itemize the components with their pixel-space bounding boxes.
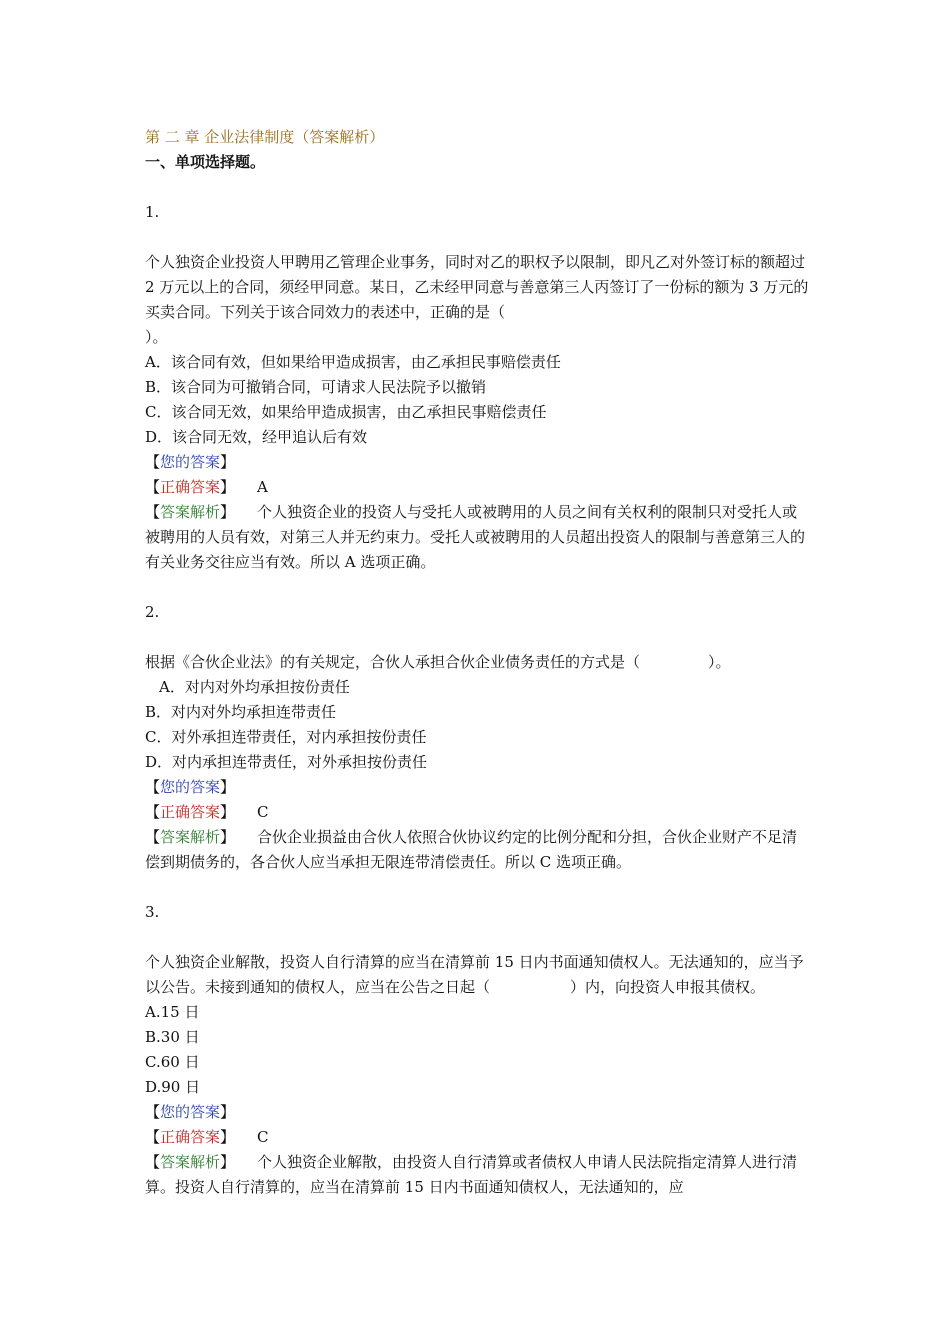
analysis-row: 【答案解析】 个人独资企业的投资人与受托人或被聘用的人员之间有关权利的限制只对受托人或被聘用的人员有效，对第三人并无约束力。受托人或被聘用的人员超出投资人的限制与善意第三人的有关业务交往应当有效。所以 A 选项正确。 — [145, 503, 806, 571]
question-stem: 个人独资企业解散，投资人自行清算的应当在清算前 15 日内书面通知债权人。无法通知的，应当予以公告。未接到通知的债权人，应当在公告之日起（ ）内，向投资人申报其债权。 — [145, 953, 804, 996]
question-3 — [145, 900, 810, 1200]
your-answer-label: 您的答案 — [160, 453, 221, 471]
option-d: D．对内承担连带责任，对外承担按份责任 — [145, 753, 428, 771]
analysis-label: 答案解析 — [160, 1153, 221, 1171]
correct-answer-row: 【正确答案】 A — [145, 478, 268, 496]
question-stem: 根据《合伙企业法》的有关规定，合伙人承担合伙企业债务责任的方式是（ ）。 — [145, 653, 731, 671]
correct-answer-label: 正确答案 — [160, 1128, 221, 1146]
section-heading: 一、单项选择题。 — [145, 153, 266, 171]
correct-answer-row: 【正确答案】 C — [145, 1128, 269, 1146]
question-number: 3. — [145, 903, 160, 921]
option-b: B.30 日 — [145, 1028, 200, 1046]
correct-answer-value: A — [257, 478, 268, 496]
option-c: C.60 日 — [145, 1053, 200, 1071]
analysis-row: 【答案解析】 合伙企业损益由合伙人依照合伙协议约定的比例分配和分担，合伙企业财产不足清偿到期债务的，各合伙人应当承担无限连带清偿责任。所以 C 选项正确。 — [145, 828, 798, 871]
option-a: A.15 日 — [145, 1003, 200, 1021]
your-answer-label: 您的答案 — [160, 1103, 221, 1121]
option-b: B．对内对外均承担连带责任 — [145, 703, 337, 721]
question-number: 2. — [145, 603, 160, 621]
analysis-text: 合伙企业损益由合伙人依照合伙协议约定的比例分配和分担，合伙企业财产不足清偿到期债务的，各合伙人应当承担无限连带清偿责任。所以 C 选项正确。 — [145, 828, 798, 871]
document-page — [145, 124, 810, 1200]
analysis-text: 个人独资企业解散，由投资人自行清算或者债权人申请人民法院指定清算人进行清算。投资人自行清算的，应当在清算前 15 日内书面通知债权人，无法通知的，应 — [145, 1153, 798, 1196]
correct-answer-label: 正确答案 — [160, 803, 221, 821]
correct-answer-value: C — [257, 1128, 269, 1146]
your-answer-label: 您的答案 — [160, 778, 221, 796]
analysis-label: 答案解析 — [160, 503, 221, 521]
option-c: C．对外承担连带责任，对内承担按份责任 — [145, 728, 427, 746]
option-d: D．该合同无效，经甲追认后有效 — [145, 428, 368, 446]
question-stem: 个人独资企业投资人甲聘用乙管理企业事务，同时对乙的职权予以限制，即凡乙对外签订标的额超过 2 万元以上的合同，须经甲同意。某日，乙未经甲同意与善意第三人丙签订了一份标的额为 3 万元的买卖合同。下列关于该合同效力的表述中，正确的是（ ）。 — [145, 253, 809, 346]
your-answer-row: 【您的答案】 — [145, 778, 236, 796]
question-1 — [145, 200, 810, 575]
option-a: A．该合同有效，但如果给甲造成损害，由乙承担民事赔偿责任 — [145, 353, 561, 371]
chapter-title: 第 二 章 企业法律制度（答案解析） — [145, 128, 385, 146]
correct-answer-row: 【正确答案】 C — [145, 803, 269, 821]
option-a: A．对内对外均承担按份责任 — [159, 678, 350, 696]
question-2 — [145, 600, 810, 875]
option-c: C．该合同无效，如果给甲造成损害，由乙承担民事赔偿责任 — [145, 403, 547, 421]
analysis-text: 个人独资企业的投资人与受托人或被聘用的人员之间有关权利的限制只对受托人或被聘用的人员有效，对第三人并无约束力。受托人或被聘用的人员超出投资人的限制与善意第三人的有关业务交往应当有效。所以 A 选项正确。 — [145, 503, 806, 571]
your-answer-row: 【您的答案】 — [145, 453, 236, 471]
correct-answer-value: C — [257, 803, 269, 821]
option-d: D.90 日 — [145, 1078, 201, 1096]
option-b: B．该合同为可撤销合同，可请求人民法院予以撤销 — [145, 378, 487, 396]
question-number: 1. — [145, 203, 160, 221]
correct-answer-label: 正确答案 — [160, 478, 221, 496]
your-answer-row: 【您的答案】 — [145, 1103, 236, 1121]
analysis-row: 【答案解析】 个人独资企业解散，由投资人自行清算或者债权人申请人民法院指定清算人进行清算。投资人自行清算的，应当在清算前 15 日内书面通知债权人，无法通知的，应 — [145, 1153, 798, 1196]
analysis-label: 答案解析 — [160, 828, 221, 846]
